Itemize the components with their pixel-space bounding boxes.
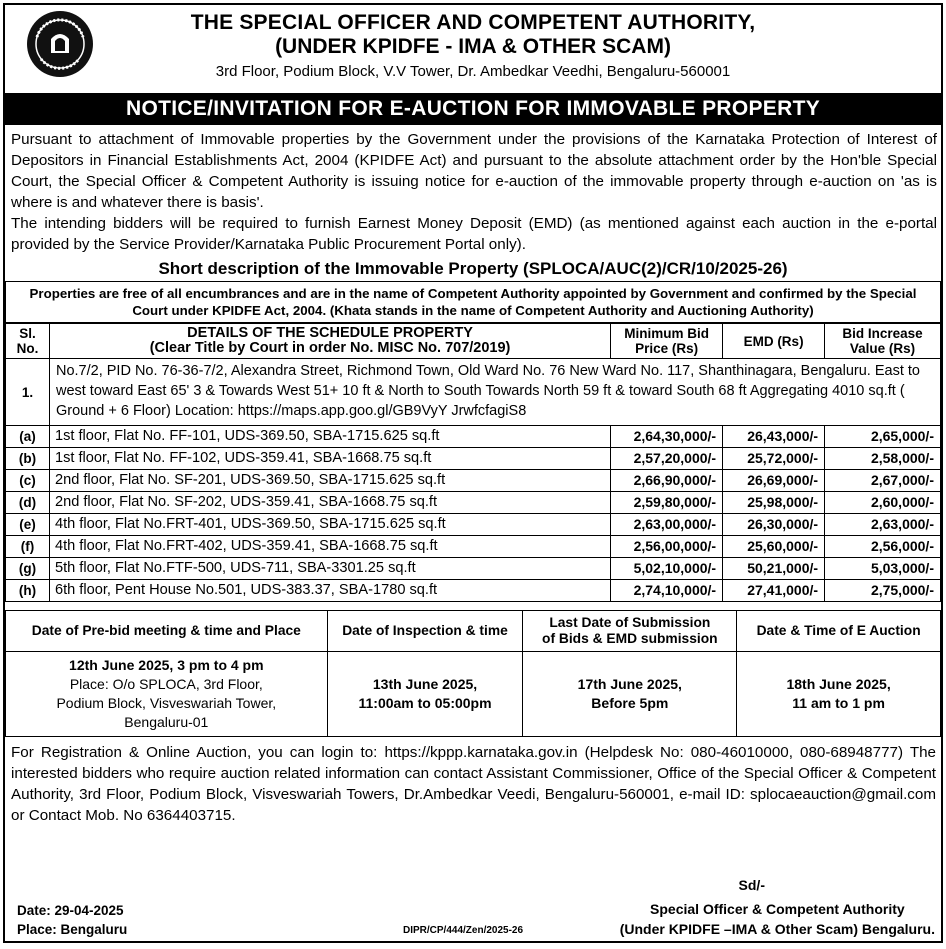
inspection-header: Date of Inspection & time (327, 611, 523, 652)
unit-sl: (g) (6, 558, 50, 580)
karnataka-seal-logo (27, 11, 93, 77)
unit-bid-increase: 2,75,000/- (825, 580, 941, 602)
signature-sd: Sd/- (738, 877, 765, 893)
property-unit-row (6, 514, 941, 536)
unit-bid-increase: 5,03,000/- (825, 558, 941, 580)
property-unit-row (6, 426, 941, 448)
unit-min-bid: 2,59,80,000/- (611, 492, 723, 514)
unit-sl: (d) (6, 492, 50, 514)
unit-sl: (f) (6, 536, 50, 558)
property-unit-row (6, 558, 941, 580)
main-property-details: No.7/2, PID No. 76-36-7/2, Alexandra Street, Richmond Town, Old Ward No. 76 New Ward No. 117, Shanthinagara, Bengaluru. East to west toward East 65' 3 & Towards West 51+ 10 ft & North to South Towards North 59 ft & toward South 68 ft Aggregating 4010 sq.ft ( Ground + 6 Floor) Location: https://maps.app.goo.gl/GB9VyY JrwfcfagiS8 (49, 359, 940, 426)
submission-header (523, 611, 737, 652)
property-unit-row (6, 470, 941, 492)
col-details-title: DETAILS OF THE SCHEDULE PROPERTY (187, 325, 473, 341)
authority-address: 3rd Floor, Podium Block, V.V Tower, Dr. Ambedkar Veedhi, Bengaluru-560001 (215, 63, 731, 80)
unit-description: 6th floor, Pent House No.501, UDS-383.37, SBA-1780 sq.ft (49, 580, 610, 602)
prebid-value (6, 652, 328, 737)
prebid-header: Date of Pre-bid meeting & time and Place (6, 611, 328, 652)
date-place-block (17, 901, 127, 939)
unit-description: 1st floor, Flat No. FF-102, UDS-359.41, SBA-1668.75 sq.ft (49, 448, 610, 470)
authority-subtitle: (UNDER KPIDFE - IMA & OTHER SCAM) (275, 35, 671, 58)
col-details-subtitle: (Clear Title by Court in order No. MISC No. 707/2019) (149, 340, 511, 356)
schedule-table (5, 610, 941, 737)
submission-time: Before 5pm (591, 695, 669, 711)
signatory-block (620, 899, 935, 939)
unit-bid-increase: 2,67,000/- (825, 470, 941, 492)
unit-min-bid: 5,02,10,000/- (611, 558, 723, 580)
notice-place: Place: Bengaluru (17, 922, 128, 937)
prebid-place-2: Podium Block, Visveswariah Tower, (56, 695, 277, 711)
unit-emd: 25,60,000/- (723, 536, 825, 558)
signatory-title: Special Officer & Competent Authority (650, 901, 905, 917)
inspection-value (327, 652, 523, 737)
prebid-place-3: Bengaluru-01 (124, 714, 209, 730)
schedule-header (6, 611, 941, 652)
unit-bid-increase: 2,63,000/- (825, 514, 941, 536)
schedule-values (6, 652, 941, 737)
property-unit-row (6, 448, 941, 470)
unit-emd: 25,98,000/- (723, 492, 825, 514)
col-sl-no: Sl. No. (6, 324, 50, 359)
registration-info: For Registration & Online Auction, you can login to: https://kppp.karnataka.gov.in (Helpdesk No: 080-46010000, 080-68948777) The interested bidders who require auction related information can contact Assistant Commissioner, Office of the Special Officer & Competent Authority, 3rd Floor, Podium Block, Visveswariah Towers, Dr.Ambedkar Veedi, Bengaluru-560001, e-mail ID: splocaeauction@gmail.com or Contact Mob. No 6364403715. (11, 744, 936, 824)
unit-emd: 25,72,000/- (723, 448, 825, 470)
auction-value (737, 652, 941, 737)
unit-sl: (e) (6, 514, 50, 536)
unit-min-bid: 2,57,20,000/- (611, 448, 723, 470)
unit-sl: (h) (6, 580, 50, 602)
unit-min-bid: 2,66,90,000/- (611, 470, 723, 492)
unit-emd: 26,69,000/- (723, 470, 825, 492)
unit-sl: (c) (6, 470, 50, 492)
unit-min-bid: 2,63,00,000/- (611, 514, 723, 536)
unit-description: 5th floor, Flat No.FTF-500, UDS-711, SBA-3301.25 sq.ft (49, 558, 610, 580)
submission-header-line-1: Last Date of Submission (549, 615, 711, 630)
unit-description: 4th floor, Flat No.FRT-402, UDS-359.41, SBA-1668.75 sq.ft (49, 536, 610, 558)
unit-emd: 26,43,000/- (723, 426, 825, 448)
unit-bid-increase: 2,60,000/- (825, 492, 941, 514)
unit-emd: 50,21,000/- (723, 558, 825, 580)
short-description-heading: Short description of the Immovable Property (SPLOCA/AUC(2)/CR/10/2025-26) (158, 259, 788, 278)
unit-description: 1st floor, Flat No. FF-101, UDS-369.50, SBA-1715.625 sq.ft (49, 426, 610, 448)
submission-value (523, 652, 737, 737)
unit-emd: 27,41,000/- (723, 580, 825, 602)
property-unit-row (6, 492, 941, 514)
property-table (5, 323, 941, 602)
dipr-code: DIPR/CP/444/Zen/2025-26 (403, 925, 524, 936)
unit-sl: (a) (6, 426, 50, 448)
intro-paragraph-1: Pursuant to attachment of Immovable properties by the Government under the provisions of the Karnataka Protection of Interest of Depositors in Financial Establishments Act, 2004 (KPIDFE Act) and pursuant to the absolute attachment order by the Hon'ble Special Court, the Special Officer & Competent Authority is issuing notice for e-auction of the immovable property through e-auction on 'as is where is and whatever there is basis'. (11, 131, 937, 211)
inspection-time: 11:00am to 05:00pm (358, 695, 492, 711)
submission-header-line-2: of Bids & EMD submission (542, 631, 718, 646)
unit-bid-increase: 2,56,000/- (825, 536, 941, 558)
property-unit-row (6, 580, 941, 602)
property-unit-row (6, 536, 941, 558)
unit-emd: 26,30,000/- (723, 514, 825, 536)
notice-banner: NOTICE/INVITATION FOR E-AUCTION FOR IMMOVABLE PROPERTY (5, 93, 941, 125)
unit-description: 2nd floor, Flat No. SF-202, UDS-359.41, SBA-1668.75 sq.ft (49, 492, 610, 514)
unit-min-bid: 2,74,10,000/- (611, 580, 723, 602)
submission-date: 17th June 2025, (577, 676, 682, 692)
authority-title: THE SPECIAL OFFICER AND COMPETENT AUTHORITY, (190, 11, 756, 34)
intro-paragraph-2: The intending bidders will be required to furnish Earnest Money Deposit (EMD) (as mentioned against each auction in the e-portal provided by the Service Provider/Karnataka Public Procurement Portal only). (11, 215, 937, 253)
property-main-row (6, 359, 941, 426)
encumbrance-note-text: Properties are free of all encumbrances and are in the name of Competent Authority appointed by Government and confirmed by the Special Court under KPIDFE Act, 2004. (Khata stands in the name of Competent Authority and Auctioning Authority) (6, 282, 941, 323)
signatory-office: (Under KPIDFE –IMA & Other Scam) Bengaluru. (619, 921, 935, 937)
auction-header: Date & Time of E Auction (737, 611, 941, 652)
encumbrance-note (5, 281, 941, 323)
footer (5, 871, 941, 941)
unit-sl: (b) (6, 448, 50, 470)
unit-bid-increase: 2,65,000/- (825, 426, 941, 448)
unit-min-bid: 2,64,30,000/- (611, 426, 723, 448)
auction-time: 11 am to 1 pm (792, 695, 885, 711)
unit-description: 2nd floor, Flat No. SF-201, UDS-369.50, SBA-1715.625 sq.ft (49, 470, 610, 492)
notice-date: Date: 29-04-2025 (17, 903, 124, 918)
prebid-date: 12th June 2025, 3 pm to 4 pm (69, 657, 264, 673)
col-details (49, 324, 610, 359)
col-min-bid: Minimum Bid Price (Rs) (611, 324, 723, 359)
intro-text (5, 125, 941, 255)
unit-min-bid: 2,56,00,000/- (611, 536, 723, 558)
inspection-date: 13th June 2025, (372, 676, 478, 692)
property-table-header (6, 324, 941, 359)
header (5, 5, 941, 93)
col-emd: EMD (Rs) (723, 324, 825, 359)
col-bid-increase: Bid Increase Value (Rs) (825, 324, 941, 359)
auction-date: 18th June 2025, (786, 676, 891, 692)
prebid-place-1: Place: O/o SPLOCA, 3rd Floor, (69, 676, 263, 692)
notice-page (3, 3, 943, 943)
unit-description: 4th floor, Flat No.FRT-401, UDS-369.50, SBA-1715.625 sq.ft (49, 514, 610, 536)
unit-bid-increase: 2,58,000/- (825, 448, 941, 470)
main-sl: 1. (6, 359, 50, 426)
